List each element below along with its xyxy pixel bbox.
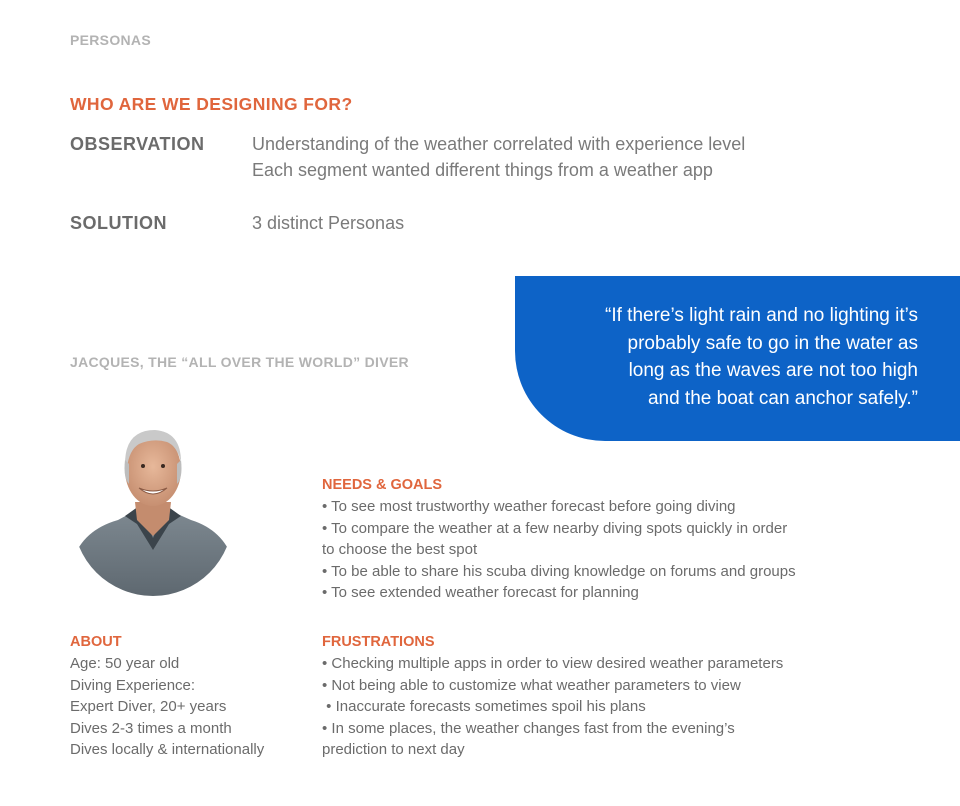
observation-line: Each segment wanted different things from a weather app <box>252 160 713 180</box>
quote-line: probably safe to go in the water as <box>627 332 918 354</box>
needs-goals-list <box>322 496 796 604</box>
observation-label: OBSERVATION <box>70 134 205 154</box>
persona-name: JACQUES, THE “ALL OVER THE WORLD” DIVER <box>70 354 409 370</box>
list-item: prediction to next day <box>322 741 465 758</box>
about-list <box>70 653 264 761</box>
section-label: PERSONAS <box>70 32 151 48</box>
solution-text <box>252 210 404 236</box>
frustrations-title: FRUSTRATIONS <box>322 634 435 650</box>
quote-card <box>515 276 960 441</box>
list-item: • To see most trustworthy weather forecast before going diving <box>322 498 736 515</box>
quote-line: long as the waves are not too high <box>628 360 918 381</box>
persona-avatar <box>73 420 233 596</box>
list-item: to choose the best spot <box>322 541 478 558</box>
list-item: • To be able to share his scuba diving knowledge on forums and groups <box>322 562 796 580</box>
list-item: • Not being able to customize what weather parameters to view <box>322 676 741 694</box>
frustrations-list <box>322 653 783 761</box>
solution-label: SOLUTION <box>70 213 167 233</box>
list-item: • To compare the weather at a few nearby diving spots quickly in order <box>322 519 788 537</box>
list-item: • Checking multiple apps in order to view desired weather parameters <box>322 655 784 672</box>
needs-goals-title: NEEDS & GOALS <box>322 477 443 493</box>
about-line: Diving Experience: <box>70 676 196 694</box>
about-line: Dives locally & internationally <box>70 741 265 758</box>
about-line: Dives 2-3 times a month <box>70 719 232 737</box>
about-title: ABOUT <box>70 634 122 650</box>
solution-line: 3 distinct Personas <box>252 213 405 233</box>
quote-line: and the boat can anchor safely.” <box>647 387 918 409</box>
list-item: • To see extended weather forecast for planning <box>322 584 639 601</box>
list-item: • In some places, the weather changes fast from the evening’s <box>322 719 735 737</box>
persona-quote <box>528 302 918 412</box>
quote-line: “If there’s light rain and no lighting it’s <box>605 305 918 326</box>
observation-text <box>252 131 745 183</box>
list-item: • Inaccurate forecasts sometimes spoil his plans <box>322 698 646 715</box>
about-line: Age: 50 year old <box>70 655 180 672</box>
about-line: Expert Diver, 20+ years <box>70 698 227 715</box>
observation-line: Understanding of the weather correlated with experience level <box>252 134 746 154</box>
page-headline: WHO ARE WE DESIGNING FOR? <box>70 94 353 114</box>
